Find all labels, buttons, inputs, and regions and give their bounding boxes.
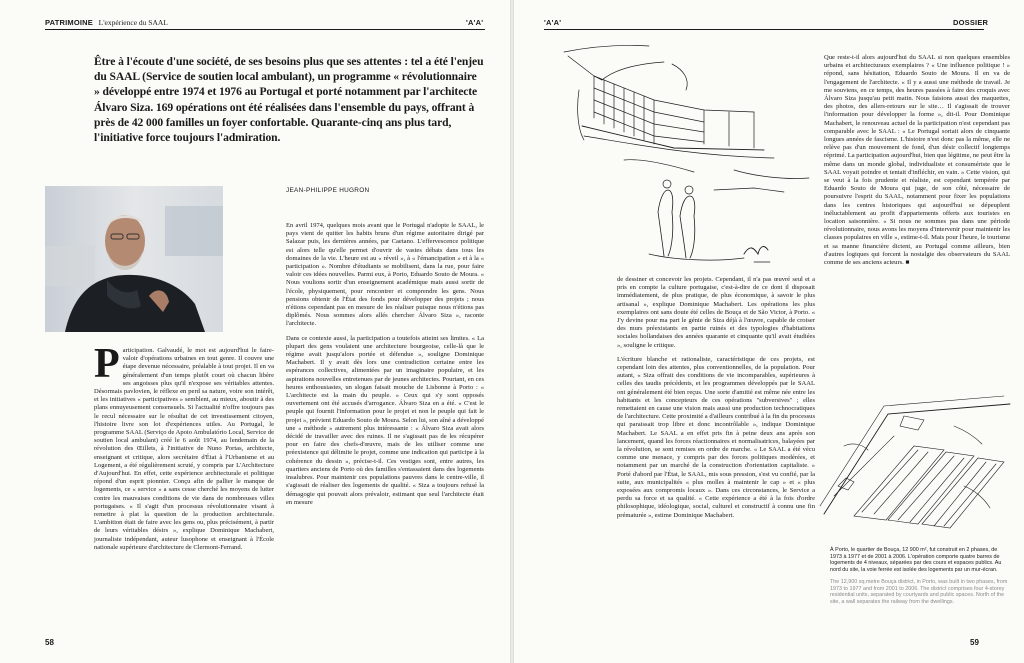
article-column-3	[617, 276, 815, 520]
right-page	[514, 0, 1024, 663]
caption-english: The 12,900 sq.metre Bouça district, in Porto, was built in two phases, from 1973 to 1977 and from 2001 to 2006. The district comprises four 4-storey residential units, separated by courtyards and public spaces. North of the site, a wall separates the railway from the dwellings.	[830, 578, 1008, 605]
column-2-paragraph-1: En avril 1974, quelques mois avant que le Portugal n'adopte le SAAL, le pays vient de quitter les habits bruns d'un régime autoritaire dirigé par Salazar puis, les dernières années, par Caetano. L'effervescence politique est alors telle qu'elle permet d'ouvrir de vastes débats dans tous les domaines de la vie. L'heure est au « réveil », à « l'émancipation » et à la « participation ». Nombre d'étudiants se mobilisent, dans la rue, pour faire valoir ces idées nouvelles. Parmi eux, à Porto, Eduardo Souto de Moura. « Nous voulions sortir d'un enseignement académique mais aussi sortir de l'école, physiquement, pour rencontrer et comprendre les gens. Nous pensions obtenir de l'État des fonds pour développer des projets ; nous n'étions cependant pas en mesure de les réaliser puisque nous n'étions pas diplômés. Nous sommes alors allés chercher Álvaro Siza », raconte l'architecte.	[286, 222, 484, 328]
article-lede: Être à l'écoute d'une société, de ses besoins plus que ses attentes : tel a été l'enjeu du SAAL (Service de soutien local ambulant), un programme « révolutionnaire » développé entre 1974 et 1976 au Portugal et porté notamment par l'architecte Álvaro Siza. 169 opérations ont été réalisées dans l'ensemble du pays, offrant à près de 42 000 familles un foyer confortable. Quarante-cinq ans plus tard, l'initiative force toujours l'admiration.	[94, 55, 484, 145]
portrait-image	[45, 186, 223, 332]
author-byline: JEAN-PHILIPPE HUGRON	[286, 187, 370, 194]
running-head-left	[45, 18, 168, 27]
page-number-left: 58	[45, 638, 54, 647]
section-label: PATRIMOINE	[45, 18, 93, 27]
sketch-drawing	[554, 40, 824, 272]
left-page	[0, 0, 510, 663]
section-label-right: DOSSIER	[953, 18, 989, 27]
article-column-4	[824, 54, 1010, 267]
portrait-photo	[45, 186, 223, 332]
article-column-1	[94, 341, 274, 552]
page-number-right: 59	[970, 638, 979, 647]
image-caption	[830, 547, 1008, 606]
column-3-paragraph-1: de dessiner et concevoir les projets. Cependant, il n'a pas œuvré seul et a pris en compte la culture portugaise, c'est-à-dire de ce dont il disposait immédiatement, de plus pratique, de plus économique, à savoir le plus artisanal », explique Dominique Machabert. Les opérations les plus exemplaires ont sans doute été celles de Bouça et de São Victor, à Porto. « J'y devine pour ma part le génie de Siza déjà à l'œuvre, capable de croiser des murs préexistants en partie ruinés et des typologies d'habitations sociales hollandaises des années quarante et cinquante qu'il avait étudiées », souligne le critique.	[617, 276, 815, 349]
drop-cap: P	[94, 341, 120, 387]
magazine-logo: 'A'A'	[466, 18, 484, 27]
architectural-sketch-top	[554, 40, 824, 272]
sketch-aerial-drawing	[814, 386, 1014, 532]
header-rule-right	[544, 29, 984, 30]
column-2-paragraph-2: Dans ce contexte aussi, la participation a toutefois atteint ses limites. « La plupart des gens voulaient une architecture bourgeoise, celle-là que le régime avait jusqu'alors portée et défendue », souligne Dominique Machabert. Il y avait dès lors une contradiction certaine entre les espérances collectives, alimentées par un imaginaire populaire, et les aspirations nouvelles entretenues par de jeunes architectes. Pourtant, en ces heures enthousiastes, un slogan faisait mouche de Lisbonne à Porto : « L'architecte est la main du peuple. » Ceux qui s'y sont opposés ouvertement ont été accusés d'arrogance. Álvaro Siza en a été. « C'est le peuple qui fournit l'information pour le projet et non le peuple qui fait le projet », prévient Eduardo Souto de Moura. Selon lui, son aîné a développé une « méthode » autrement plus intéressante : « Álvaro Siza avait alors décidé de travailler avec des ruines. Il ne s'agissait pas de les récupérer pour en faire des chefs-d'œuvre, mais de les utiliser comme une préexistence qui délimite le projet, comme une indication qui participe à la cohérence du dessin », précise-t-il. Ces vestiges sont, entre autres, les quartiers anciens de Porto où des familles s'entassaient dans des logements insalubres. Pour maintenir ces populations pauvres dans le centre-ville, il s'agissait de réaliser des logements de qualité. « Siza a toujours refusé la démagogie qui pouvait alors prévaloir, estimant que seul l'architecte était en mesure	[286, 334, 484, 506]
column-1-text: articipation. Galvaudé, le mot est aujourd'hui le faire-valoir d'opérations urbaines en tout genre. Il couvre une étape devenue nécessaire, préalable à tout projet. Il en va généralement d'un temps plutôt court où chacun libère ses angoisses plus qu'il n'expose ses véritables attentes. Désormais pavlovien, le réflexe en perd sa nature, voire son intérêt, et les initiatives « participatives » semblent, au mieux, aboutir à des plans ennuyeusement consensuels. Si l'actualité n'offre toujours pas le recul nécessaire sur le résultat de cet investissement citoyen, l'histoire livre son lot d'expériences utiles. Au Portugal, le programme SAAL (Serviço de Apoio Ambulatório Local, Service de soutien local ambulant) créé le 6 août 1974, au lendemain de la révolution des Œillets, à l'initiative de Nuno Portas, architecte, enseignant et critique, alors secrétaire d'État à l'Urbanisme et au Logement, a été régulièrement scruté, y compris par L'Architecture d'Aujourd'hui. En effet, cette expérience architecturale et politique répond d'un esprit pionnier. Conçu afin de pallier le manque de logements, ce « service » a sans cesse cherché les moyens de lutter contre les mauvaises conditions de vie dans de nombreuses villes portugaises. « Il s'agit d'un processus révolutionnaire visant à remettre à plat la question de la production architecturale. L'ambition était de faire avec les gens ou, plus précisément, à partir de leurs véritables désirs », explique Dominique Machabert, journaliste indépendant, auteur lusophone et enseignant à l'École nationale supérieure d'architecture de Clermont-Ferrand.	[94, 347, 274, 551]
article-column-2	[286, 222, 484, 507]
architectural-sketch-bottom	[814, 386, 1014, 532]
caption-french: À Porto, le quartier de Bouça, 12 900 m², fut construit en 2 phases, de 1973 à 1977 et de 2001 à 2006. L'opération comporte quatre barres de logements de 4 niveaux, séparées par des cours et espaces publics. Au nord du site, la voie ferrée est isolée des logements par un mur-écran.	[830, 547, 1002, 574]
column-4-paragraph-1: Que reste-t-il alors aujourd'hui du SAAL si non quelques ensembles urbains et architecturaux exemplaires ? « Une influence politique ! » répond, sans hésitation, Eduardo Souto de Moura. Il en va de l'engagement de l'architecte. « Il y a aussi une méthode de travail. Je me souviens, en ce temps, des heures passées à faire des croquis avec Álvaro Siza jusqu'au petit matin. Nous faisions aussi des maquettes, des photos, des allers-retours sur le site… Il s'agissait de trouver l'information pour développer la forme », dit-il. Pour Dominique Machabert, le renouveau actuel de la participation n'est cependant pas comparable avec le SAAL : « Le Portugal sortait alors de cinquante longues années de fascisme. L'histoire n'est donc pas la même, elle ne relève pas d'un mouvement de fond, d'un désir collectif longtemps réprimé. La participation aujourd'hui, bien que légitime, ne peut être la même dans un monde global, individualiste et consumériste que le SAAL voyait poindre et tentait d'infléchir, en vain. » Cette vision, qui se veut à la fois prudente et réaliste, est cependant tempérée par Eduardo Souto de Moura qui juge, de son côté, nécessaire de poursuivre l'esprit du SAAL, notamment pour fixer les populations dans les centres historiques qui aujourd'hui se dépeuplent inéluctablement au profit d'appartements offerts aux touristes en location saisonnière. « Si nous ne sommes pas dans une période révolutionnaire, nous avons les moyens d'intervenir pour maintenir les classes populaires en ville », estime-t-il. Mais pour l'heure, le tourisme et sa manne financière dictent, au Portugal comme ailleurs, bien d'autres logiques qui forcent la nostalgie des observateurs du SAAL comme de ses anciens acteurs. ■	[824, 54, 1010, 267]
magazine-logo-right: 'A'A'	[544, 18, 562, 27]
running-subtitle: L'expérience du SAAL	[98, 18, 168, 27]
column-3-paragraph-2: L'écriture blanche et rationaliste, caractéristique de ces projets, est cependant loin des attentes, plus conventionnelles, de la population. Pour autant, « Siza offrait des conditions de vie incomparables, supérieures à celles des taudis précédents, et les programmes développés par le SAAL ont généralement été bien reçus. Une sorte d'amitié est même née entre les habitants et les concepteurs de ces opérations "subversives" ; elles remettaient en cause une vision mais aussi une production technocratiques de l'architecture. Cette proximité a d'ailleurs contribué à la fin du processus qui paraissait trop libre et donc incontrôlable », indique Dominique Machabert. Le SAAL a en effet pris fin à peine deux ans après son lancement, quand les forces réactionnaires et normalisatrices, balayées par la révolution, se sont remises en ordre de marche. « Le SAAL a été vécu comme une menace, y compris par des forces politiques modérées, et notamment par un marché de la construction d'orientation capitaliste. » Porté d'abord par l'État, le SAAL, mis sous pression, s'est vu confié, par la suite, aux municipalités « plus molles à maintenir le cap » et « plus exposées aux compromis locaux ». Dans ces circonstances, le Service a perdu sa force et sa qualité. « Cette expérience a été à la fois d'ordre philosophique, idéologique, social, culturel et constructif à connu une fin prématurée », estime Dominique Machabert.	[617, 355, 815, 519]
header-rule	[45, 29, 485, 30]
